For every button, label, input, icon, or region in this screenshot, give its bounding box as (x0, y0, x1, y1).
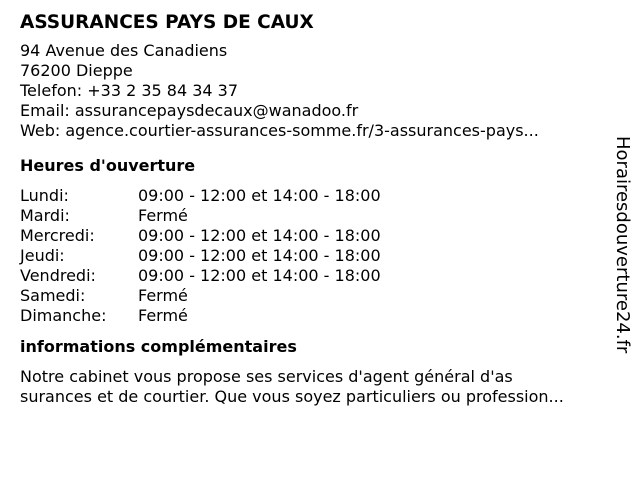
web-line[interactable]: Web: agence.courtier-assurances-somme.fr/3-assurances-pays... (20, 121, 539, 140)
hours-time: 09:00 - 12:00 et 14:00 - 18:00 (138, 186, 381, 205)
hours-day: Samedi: (20, 286, 86, 305)
hours-time: Fermé (138, 306, 188, 325)
hours-day: Vendredi: (20, 266, 96, 285)
hours-row-vendredi (20, 266, 610, 286)
hours-row-samedi (20, 286, 610, 306)
hours-row-mercredi (20, 226, 610, 246)
hours-table (20, 186, 610, 326)
hours-time: Fermé (138, 206, 188, 225)
info-description-line2: surances et de courtier. Que vous soyez particuliers ou profession... (20, 387, 564, 406)
hours-day: Lundi: (20, 186, 69, 205)
phone-line[interactable]: Telefon: +33 2 35 84 34 37 (20, 81, 239, 100)
email-line[interactable]: Email: assurancepaysdecaux@wanadoo.fr (20, 101, 359, 120)
site-watermark: Horairesdouverture24.fr (612, 136, 633, 354)
hours-day: Jeudi: (20, 246, 65, 265)
business-card (20, 10, 610, 407)
hours-time: Fermé (138, 286, 188, 305)
hours-day: Dimanche: (20, 306, 107, 325)
hours-row-jeudi (20, 246, 610, 266)
hours-row-dimanche (20, 306, 610, 326)
hours-row-lundi (20, 186, 610, 206)
hours-time: 09:00 - 12:00 et 14:00 - 18:00 (138, 226, 381, 245)
hours-heading: Heures d'ouverture (20, 156, 196, 175)
info-description-line1: Notre cabinet vous propose ses services d'agent général d'as (20, 367, 513, 386)
address-city: 76200 Dieppe (20, 61, 133, 80)
hours-day: Mercredi: (20, 226, 95, 245)
info-heading: informations complémentaires (20, 337, 297, 356)
hours-row-mardi (20, 206, 610, 226)
hours-time: 09:00 - 12:00 et 14:00 - 18:00 (138, 246, 381, 265)
hours-time: 09:00 - 12:00 et 14:00 - 18:00 (138, 266, 381, 285)
business-name: ASSURANCES PAYS DE CAUX (20, 12, 314, 33)
hours-day: Mardi: (20, 206, 70, 225)
address-street: 94 Avenue des Canadiens (20, 41, 228, 60)
